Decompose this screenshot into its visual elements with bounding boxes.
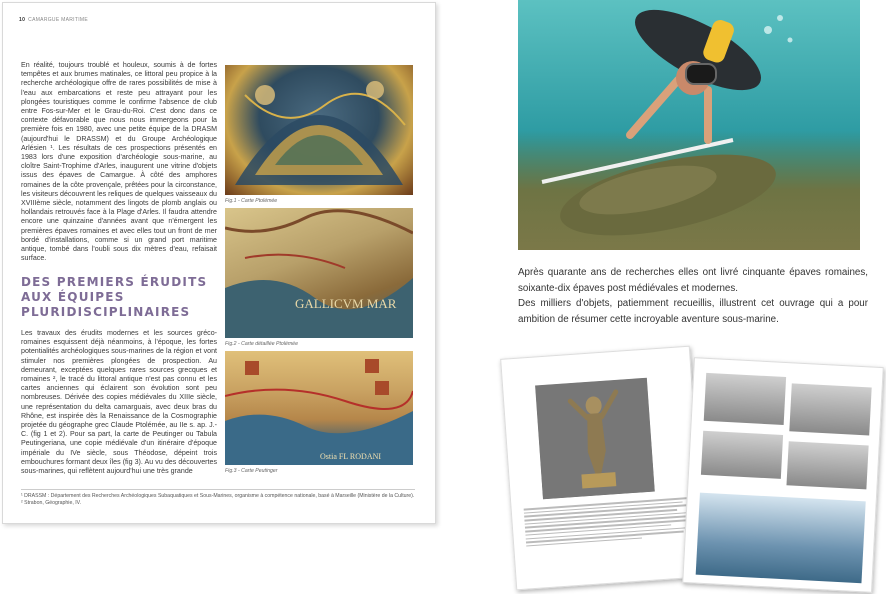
figure-1 xyxy=(225,65,413,204)
boat-photo-3 xyxy=(701,431,783,479)
book-page-thumbnail-statue xyxy=(500,346,706,591)
ptolemy-detail-map-illustration xyxy=(225,208,413,338)
figure-1-caption: Fig.1 - Carte Ptolémée xyxy=(225,198,278,204)
page-number: 10 xyxy=(19,17,26,23)
peutinger-map-illustration xyxy=(225,351,413,465)
bronze-statue-photo xyxy=(535,378,655,500)
body-text-top xyxy=(21,61,217,263)
statue-illustration xyxy=(535,378,655,500)
figure-3 xyxy=(225,351,413,474)
ptolemy-detail-map-image xyxy=(225,208,413,338)
boat-photo-2 xyxy=(789,383,871,435)
thumbnail-text-lines xyxy=(524,497,692,549)
intro-line-2: Des milliers d'objets, patiemment recueillis, illustrent cet ouvrage qui a pour ambition de résumer cette incroyable aventure sous-marine. xyxy=(518,298,868,325)
figure-2 xyxy=(225,208,413,347)
book-left-page xyxy=(2,2,436,524)
paragraph-1: En réalité, toujours troublé et houleux, soumis à de fortes tempêtes et aux brumes matinales, ce littoral peu propice à la recherche archéologique offre de rares possibilités de mise à l'eau aux embarcations et reste peu attrayant pour les plongées touristiques comme le confirme l'absence de club entre Fos-sur-Mer et le Grau-du-Roi. C'est donc dans ce contexte défavorable que nous nous immergeons pour la première fois en 1980, avec une petite équipe de la DRASM (aujourd'hui le DRASSM) et du Groupe Archéologique Arlésien ¹. Les résultats de ces prospections présentés en 1983 lors d'une exposition d'archéologie sous-marine, au cloître Saint-Trophime d'Arles, inaugurent une vitrine d'objets issus des épaves de Camargue. À côté des amphores romaines de la côte provençale, prêtées pour la circonstance, les visiteurs découvrent les reliques de quelques vaisseaux du XVIIIème siècle, notamment des lingots de plomb anglais ou hollandais retrouvés face à la Plage d'Arles. Il faudra attendre encore une quinzaine d'années avant que n'émergent les premières épaves romaines et avec elles tout un front de mer bordé d'installations, comme si un grand port maritime antique, tombé dans l'oubli sous dix mètres d'eau, refaisait surface. xyxy=(21,61,217,263)
ptolemy-map-image xyxy=(225,65,413,195)
body-text-bottom xyxy=(21,329,217,476)
boat-photo-4 xyxy=(786,441,868,489)
intro-line-1: Après quarante ans de recherches elles ont livré cinquante épaves romaines, soixante-dix épaves post médiévales et modernes. xyxy=(518,267,868,294)
sailboat-sea-photo xyxy=(696,493,866,584)
underwater-diver-photo xyxy=(518,0,860,250)
historical-boat-photos xyxy=(706,373,872,382)
map-label-gallicum: GALLICVM MAR xyxy=(295,296,397,311)
section-title: DES PREMIERS ÉRUDITS AUX ÉQUIPES PLURIDISCIPLINAIRES xyxy=(21,275,208,319)
figure-3-caption: Fig.3 - Carte Peutinger xyxy=(225,468,278,474)
map-label-ostia: Ostia FL RODANI xyxy=(320,452,382,461)
diver-scene-illustration xyxy=(518,0,860,250)
footnote-1: ¹ DRASSM : Département des Recherches Archéologiques Subaquatiques et Sous-Marines, organisme à compétence nationale, basé à Marseille (Ministère de la Culture). xyxy=(21,493,415,499)
boat-photo-1 xyxy=(704,373,786,425)
peutinger-map-image xyxy=(225,351,413,465)
intro-text xyxy=(518,265,868,327)
running-head-title: CAMARGUE MARITIME xyxy=(28,17,88,23)
figure-2-caption: Fig.2 - Carte détaillée Ptolémée xyxy=(225,341,298,347)
ptolemy-map-illustration xyxy=(225,65,413,195)
footnotes xyxy=(21,489,415,507)
book-page-thumbnail-boats xyxy=(682,357,884,593)
running-head xyxy=(19,17,88,23)
paragraph-2: Les travaux des érudits modernes et les sources gréco-romaines esquissent déjà néanmoins, à l'époque, les fortes potentialités archéologiques sous-marines de la région et vont stimuler nos premières plongées de prospection. Au demeurant, exceptées quelques rares sources grecques et romaines ², le tracé du littoral antique n'est pas connu et les cartes anciennes qui éclairent son évolution sont peu nombreuses. Dérivée des copies médiévales du XIIIe siècle, une représentation du delta camarguais, avec deux bras du Rhône, est inspirée dès la Renaissance de la Cosmographie projetée du géographe grec Claude Ptolémée, au IIe s. ap. J.-C. (fig 1 et 2). Pour sa part, la carte de Peutinger ou Tabula Peutingeriana, une copie médiévale d'un itinéraire d'époque impériale du IVe siècle, sous Théodose, dépeint trois embouchures formant deux îles (fig 3). Au vu des découvertes sous-marines, qui reflètent aujourd'hui une très grande xyxy=(21,329,217,476)
footnote-2: ² Strabon, Géographie, IV. xyxy=(21,500,82,506)
